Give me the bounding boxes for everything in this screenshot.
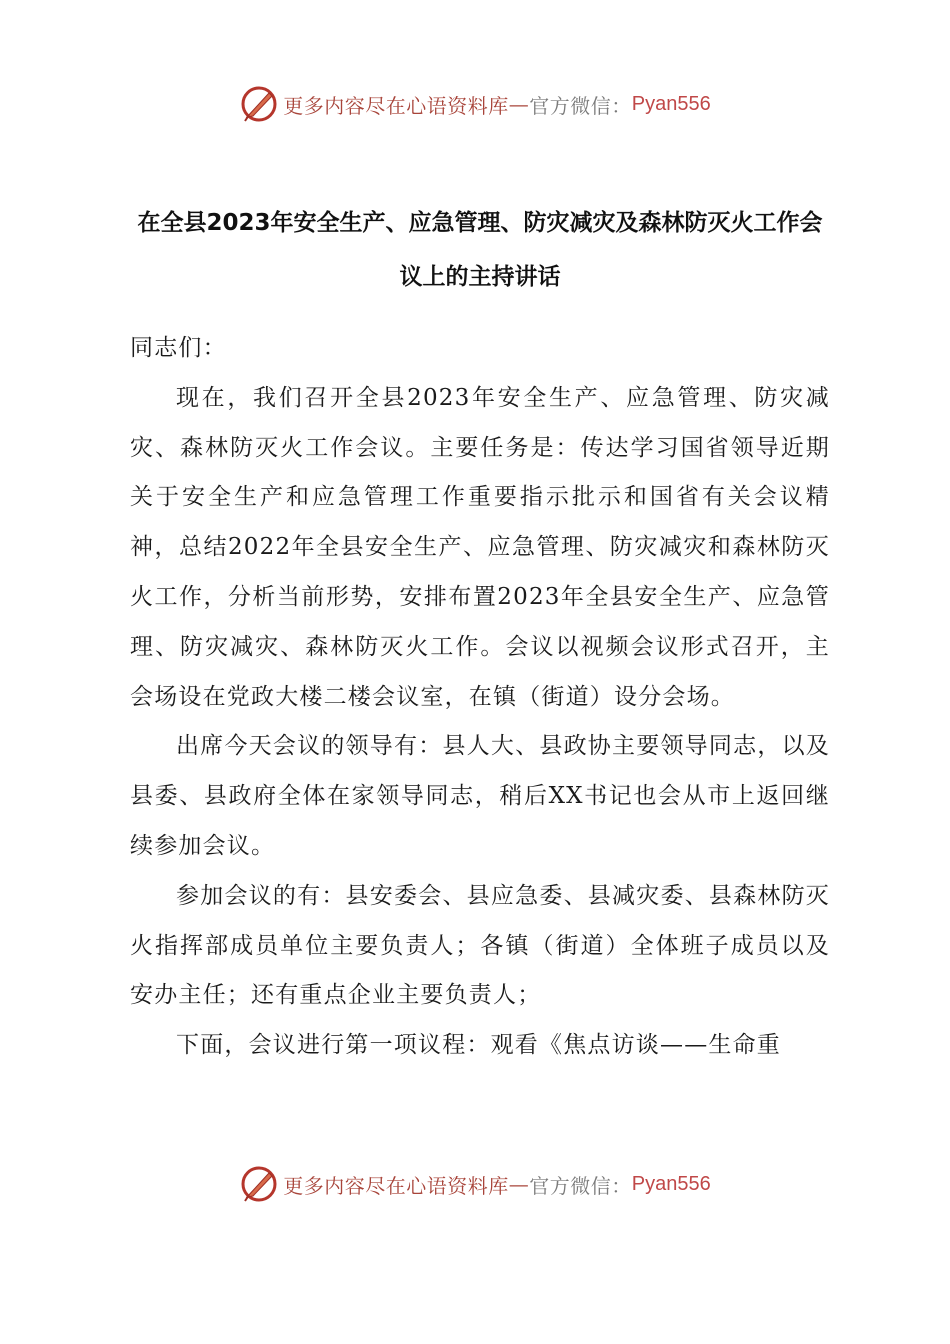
watermark-wechat-id: Pyan556 (631, 1172, 711, 1195)
paragraph-3: 参加会议的有：县安委会、县应急委、县减灾委、县森林防灭火指挥部成员单位主要负责人；各镇（街道）全体班子成员以及安办主任；还有重点企业主要负责人； (130, 882, 830, 1009)
watermark-banner-top (0, 82, 950, 126)
watermark-separator: — (508, 1172, 530, 1196)
paragraph-4: 下面，会议进行第一项议程：观看《焦点访谈——生命重 (176, 1032, 781, 1059)
watermark-text: 更多内容尽在心语资料库 (283, 93, 509, 118)
watermark-banner-bottom (0, 1162, 950, 1206)
paragraph-1: 现在，我们召开全县2023年安全生产、应急管理、防灾减灾、森林防灭火工作会议。主要任务是：传达学习国省领导近期关于安全生产和应急管理工作重要指示批示和国省有关会议精神，总结2022年全县安全生产、应急管理、防灾减灾和森林防灭火工作，分析当前形势，安排布置2023年全县安全生产、应急管理、防灾减灾、森林防灭火工作。会议以视频会议形式召开，主会场设在党政大楼二楼会议室，在镇（街道）设分会场。 (130, 384, 830, 710)
watermark-wechat-label: 官方微信： (529, 93, 632, 118)
quill-logo-icon (239, 1164, 279, 1204)
watermark-wechat-label: 官方微信： (529, 1173, 632, 1198)
watermark-separator: — (508, 92, 530, 116)
quill-logo-icon (239, 84, 279, 124)
document-title: 在全县2023年安全生产、应急管理、防灾减灾及森林防灭火工作会议上的主持讲话 (137, 210, 823, 290)
document-body (130, 324, 830, 1124)
paragraph-2: 出席今天会议的领导有：县人大、县政协主要领导同志，以及县委、县政府全体在家领导同志，稍后XX书记也会从市上返回继续参加会议。 (130, 733, 830, 859)
salutation: 同志们： (130, 335, 227, 361)
watermark-text: 更多内容尽在心语资料库 (283, 1173, 509, 1198)
watermark-wechat-id: Pyan556 (631, 92, 711, 115)
